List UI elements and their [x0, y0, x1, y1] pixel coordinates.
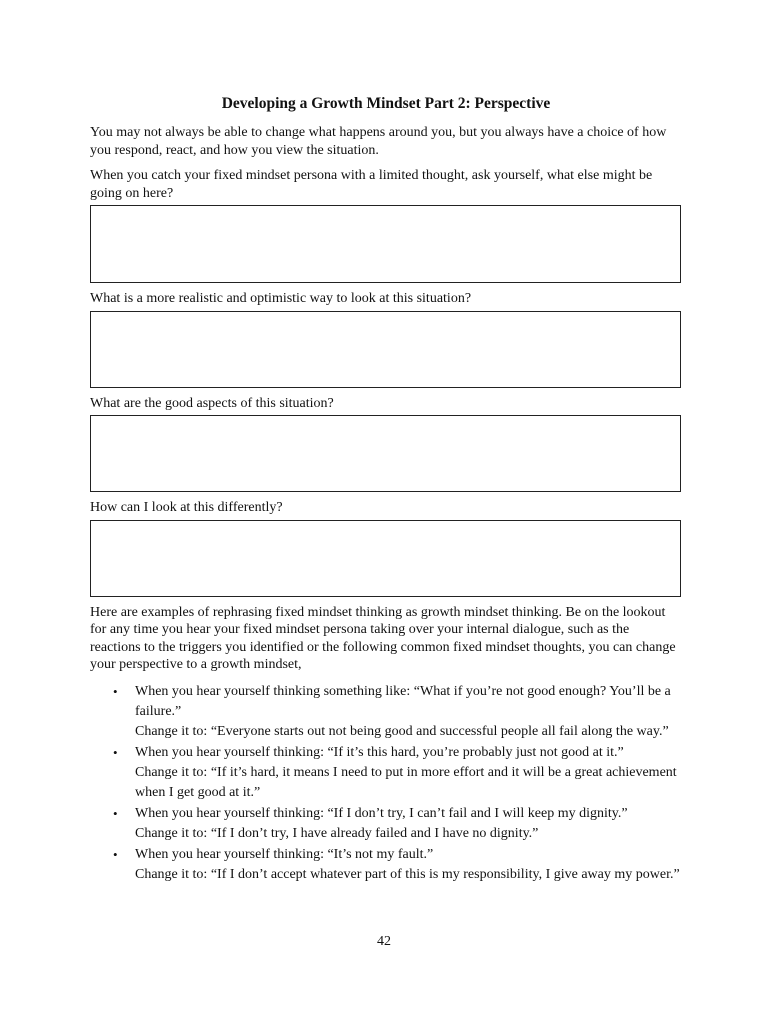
answer-box-2[interactable]	[90, 311, 681, 388]
question-2: What is a more realistic and optimistic way to look at this situation?	[90, 291, 472, 306]
intro-paragraph: You may not always be able to change what happens around you, but you always have a choice of how you respond, react, and how you view the situation.	[90, 125, 667, 158]
answer-box-3[interactable]	[90, 415, 681, 492]
example-growth-thought: Change it to: “If I don’t try, I have already failed and I have no dignity.”	[135, 825, 539, 841]
example-fixed-thought: When you hear yourself thinking: “If I don’t try, I can’t fail and I will keep my dignity.”	[135, 805, 628, 821]
bullet-icon: •	[113, 846, 118, 862]
question-1: When you catch your fixed mindset persona with a limited thought, ask yourself, what else might be going on here?	[90, 168, 653, 201]
example-growth-thought: Change it to: “Everyone starts out not being good and successful people all fail along the way.”	[135, 723, 669, 739]
example-item	[90, 845, 682, 885]
page-title: Developing a Growth Mindset Part 2: Perspective	[221, 95, 551, 112]
examples-intro-paragraph: Here are examples of rephrasing fixed mindset thinking as growth mindset thinking. Be on the lookout for any time you hear your fixed mindset persona taking over your internal dialogue, such as the reactions to the triggers you identified or the following common fixed mindset thoughts, you can change your perspective to a growth mindset,	[90, 604, 676, 672]
example-fixed-thought: When you hear yourself thinking: “It’s not my fault.”	[135, 846, 434, 862]
bullet-icon: •	[113, 683, 118, 699]
example-fixed-thought: When you hear yourself thinking: “If it’s this hard, you’re probably just not good at it.”	[135, 744, 624, 760]
worksheet-page	[90, 94, 682, 886]
bullet-icon: •	[113, 805, 118, 821]
page-number: 42	[377, 934, 391, 949]
question-3: What are the good aspects of this situation?	[90, 395, 334, 411]
example-growth-thought: Change it to: “If it’s hard, it means I need to put in more effort and it will be a great achievement when I get good at it.”	[135, 764, 677, 800]
example-item	[90, 804, 682, 844]
examples-list	[90, 682, 682, 885]
answer-box-4[interactable]	[90, 520, 681, 597]
example-item	[90, 743, 682, 803]
example-growth-thought: Change it to: “If I don’t accept whatever part of this is my responsibility, I give away my power.”	[135, 866, 680, 882]
example-item	[90, 682, 682, 742]
answer-box-1[interactable]	[90, 205, 681, 283]
question-4: How can I look at this differently?	[90, 500, 283, 515]
bullet-icon: •	[113, 744, 118, 760]
example-fixed-thought: When you hear yourself thinking something like: “What if you’re not good enough? You’ll be a failure.”	[135, 683, 671, 719]
